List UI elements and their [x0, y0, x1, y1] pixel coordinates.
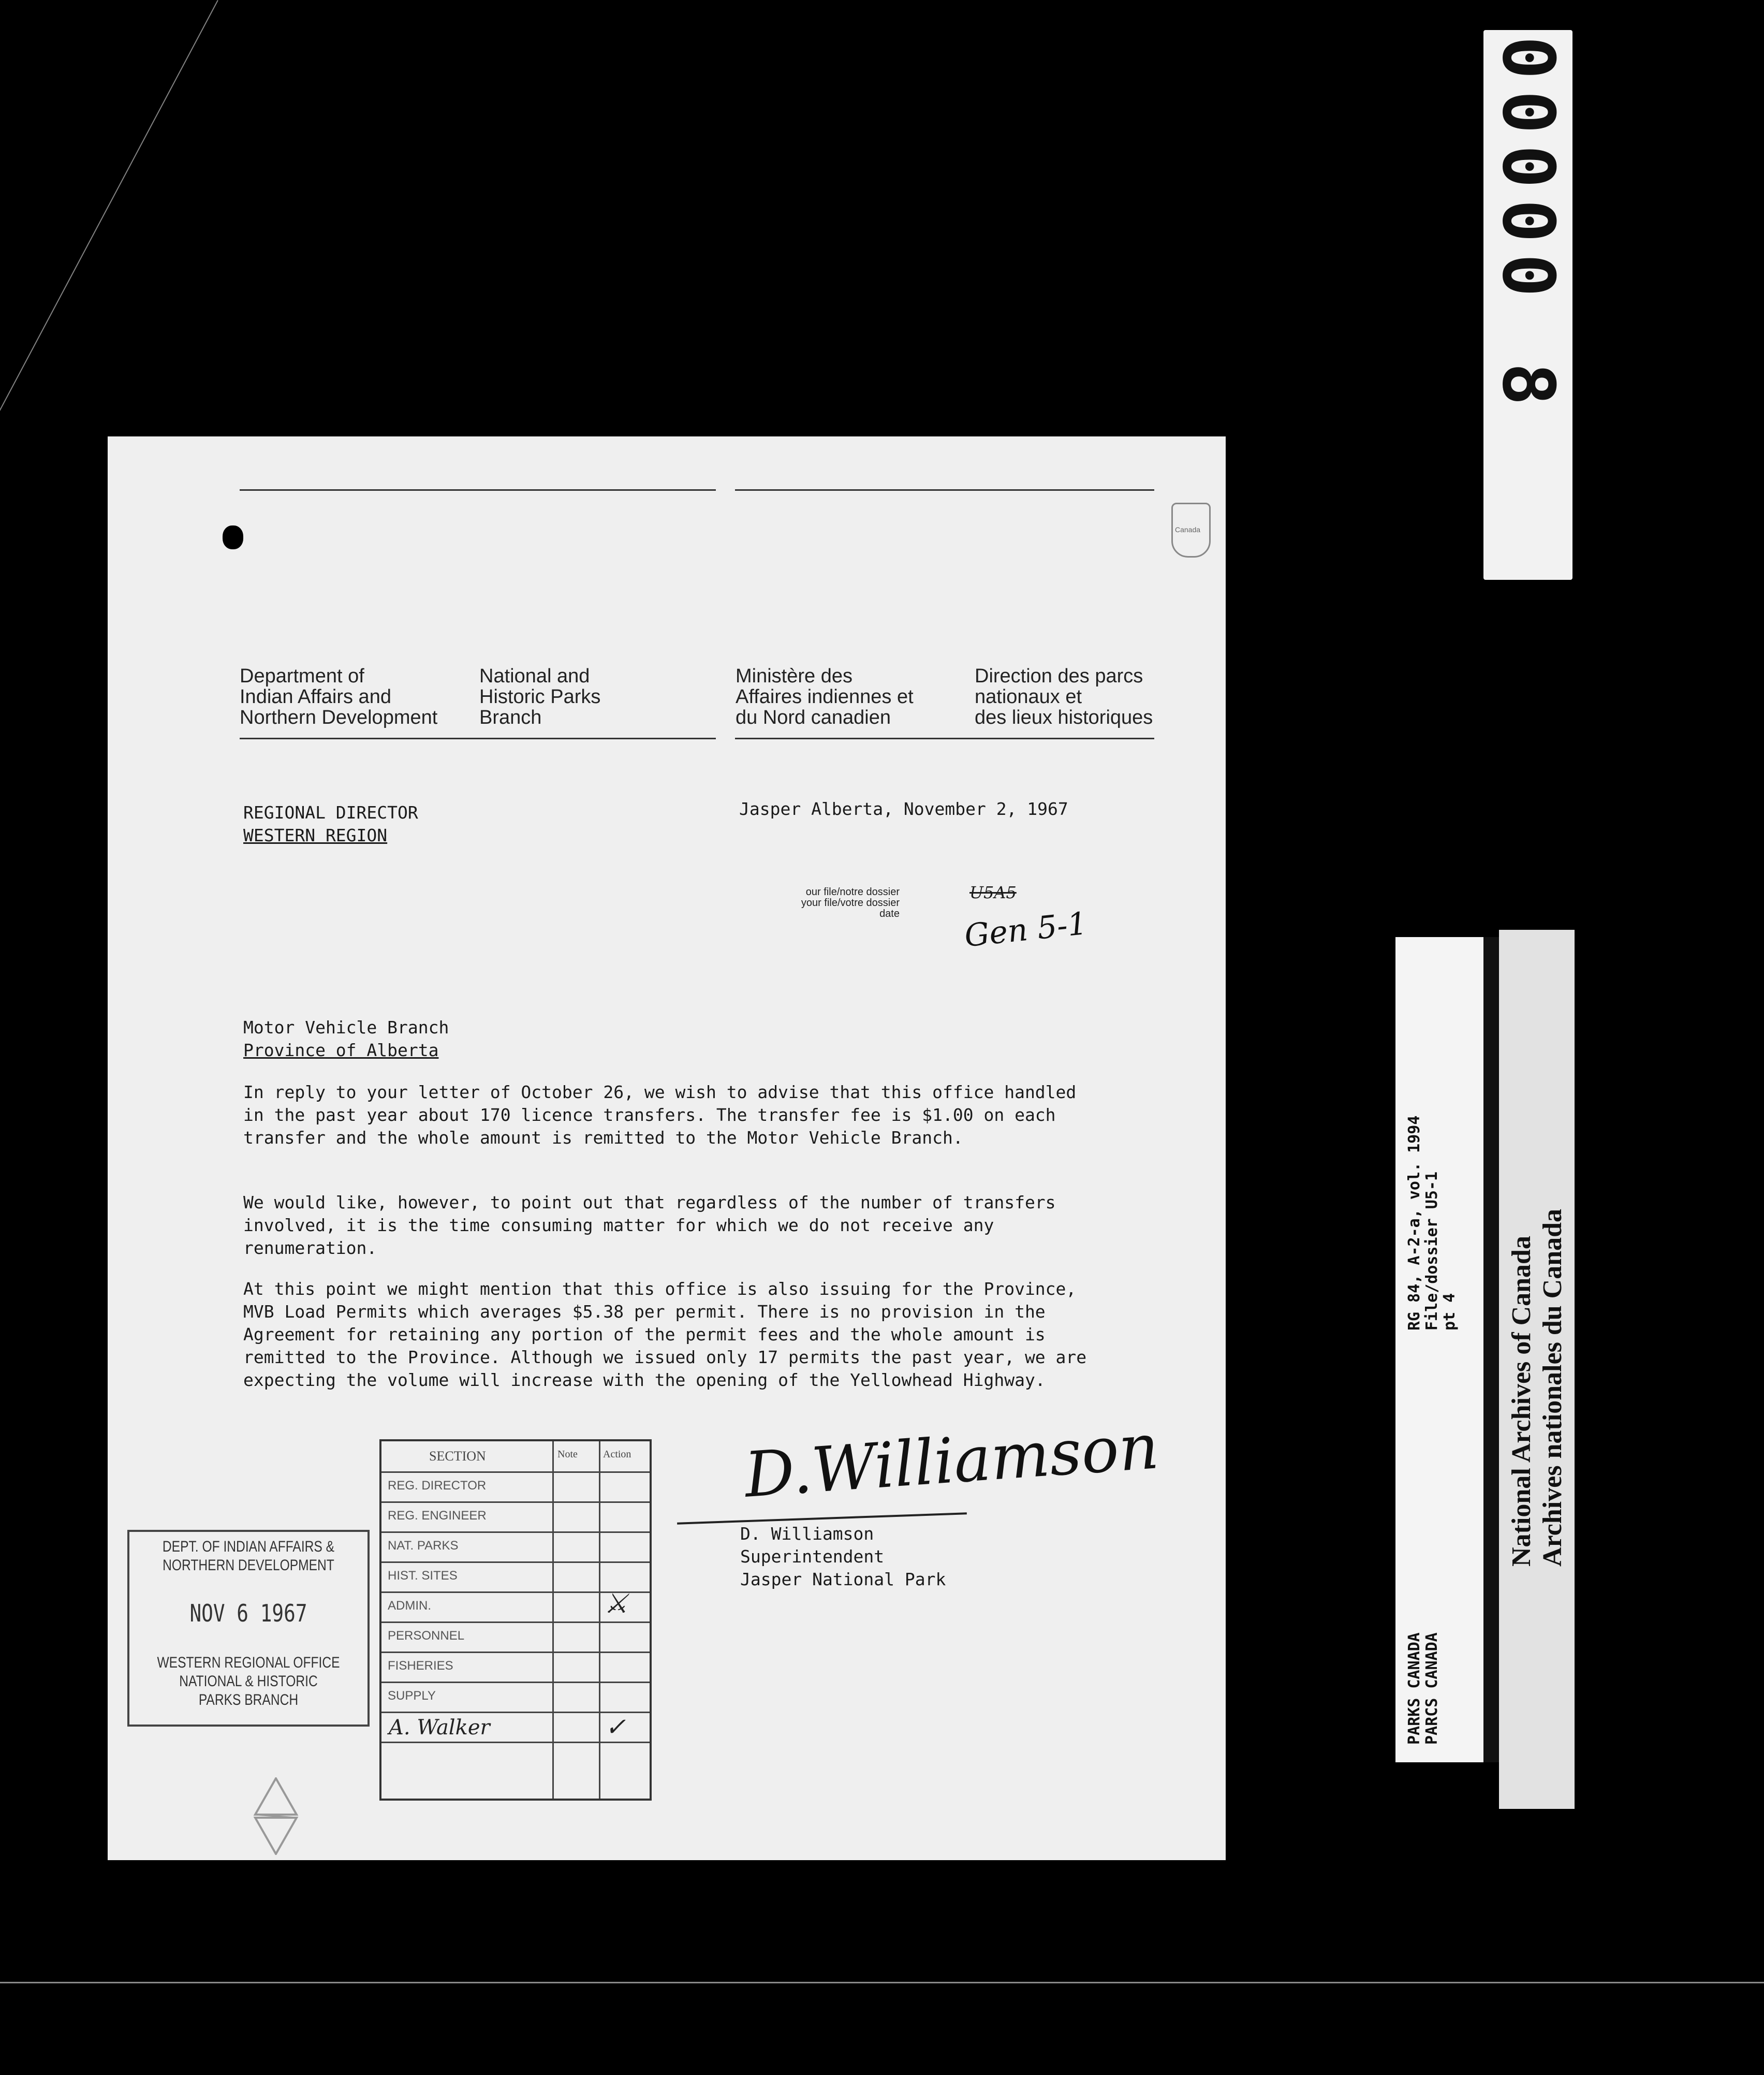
routing-row-label: REG. ENGINEER	[388, 1509, 487, 1523]
top-rule-left	[240, 489, 716, 491]
letterhead-rule-left	[240, 738, 716, 739]
archive-ref-line2: File/dossier U5-1	[1423, 1171, 1441, 1331]
subject-block	[243, 1016, 449, 1062]
routing-header-section: SECTION	[429, 1449, 486, 1464]
file-number-handwritten: Gen 5-1	[962, 905, 1089, 955]
place-date: Jasper Alberta, November 2, 1967	[739, 799, 1068, 819]
frame-number-strip	[1483, 30, 1572, 580]
routing-row-label: HIST. SITES	[388, 1569, 458, 1583]
crest-caption: Canada	[1175, 525, 1201, 534]
routing-row	[381, 1621, 650, 1653]
label-divider	[1483, 937, 1499, 1762]
letterhead-branch-fr: Direction des parcs nationaux et des lieux historiques	[975, 665, 1153, 728]
paragraph-3: At this point we might mention that this office is also issuing for the Province, MVB Load Permits which averages $5.38 per permit. There is no provision in the Agreement for retaining any portion of the permit fees and the whole amount is remitted to the Province. Although we issued only 17 permits the past year, we are expecting the volume will increase with the opening of the Yellowhead Highway.	[243, 1279, 1087, 1390]
letterhead-rule-right	[735, 738, 1154, 739]
punch-hole	[223, 525, 243, 549]
addressee-line2: WESTERN REGION	[243, 825, 388, 845]
routing-row	[381, 1682, 650, 1713]
letterhead-dept-fr: Ministère des Affaires indiennes et du Nord canadien	[736, 665, 914, 728]
archive-reference-label	[1395, 937, 1483, 1762]
routing-row	[381, 1501, 650, 1533]
stamp-line3: WESTERN REGIONAL OFFICE	[157, 1654, 340, 1671]
action-mark-icon: ⚔	[604, 1588, 628, 1619]
routing-row-handwritten	[381, 1712, 650, 1743]
received-stamp	[127, 1530, 370, 1727]
your-file-label: your file/votre dossier	[801, 897, 900, 909]
stamp-line1: DEPT. OF INDIAN AFFAIRS &	[162, 1538, 335, 1555]
signature-block	[740, 1523, 946, 1591]
signer-title: Superintendent	[740, 1546, 885, 1567]
routing-row-label: FISHERIES	[388, 1659, 453, 1673]
routing-row	[381, 1531, 650, 1563]
our-file-struck: U5A5	[969, 883, 1017, 902]
letterhead-dept-en: Department of Indian Affairs and Northern Development	[240, 665, 438, 728]
government-star-emblem-icon	[232, 1777, 320, 1855]
routing-row	[381, 1652, 650, 1683]
addressee-line1: REGIONAL DIRECTOR	[243, 802, 418, 823]
routing-row	[381, 1471, 650, 1503]
file-reference-labels	[801, 887, 900, 919]
stamp-date: NOV 6 1967	[189, 1599, 307, 1627]
routing-handwritten-name: A. Walker	[389, 1716, 490, 1740]
letter-document	[108, 436, 1226, 1860]
routing-row-label: ADMIN.	[388, 1599, 431, 1613]
routing-slip	[379, 1439, 652, 1801]
paragraph-1: In reply to your letter of October 26, we wish to advise that this office handled in the past year about 170 licence transfers. The transfer fee is $1.00 on each transfer and the whole amount is remitted to the Motor Vehicle Branch.	[243, 1082, 1077, 1148]
routing-row-label: REG. DIRECTOR	[388, 1479, 487, 1493]
signer-name: D. Williamson	[740, 1524, 874, 1544]
national-archives-text	[1506, 1209, 1568, 1567]
date-label: date	[879, 908, 900, 919]
subject-line2: Province of Alberta	[243, 1040, 439, 1060]
routing-row-label: PERSONNEL	[388, 1629, 465, 1643]
archive-ref-line1: RG 84, A-2-a, vol. 1994	[1405, 1115, 1423, 1331]
archive-reference	[1406, 1116, 1459, 1331]
national-archives-en: National Archives of Canada	[1507, 1236, 1536, 1567]
letterhead-branch-en: National and Historic Parks Branch	[479, 665, 601, 728]
stamp-line2: NORTHERN DEVELOPMENT	[163, 1557, 334, 1574]
stamp-line5: PARKS BRANCH	[198, 1691, 299, 1708]
national-archives-fr: Archives nationales du Canada	[1538, 1208, 1567, 1567]
signature: D.Williamson	[742, 1411, 1162, 1512]
archive-ref-line3: pt 4	[1440, 1293, 1459, 1331]
addressee-block	[243, 801, 418, 847]
routing-row-label: SUPPLY	[388, 1689, 436, 1703]
routing-header-row	[381, 1441, 650, 1473]
paragraph-2: We would like, however, to point out that regardless of the number of transfers involved, it is the time consuming matter for which we do not receive any renumeration.	[243, 1192, 1056, 1258]
routing-header-action: Action	[603, 1449, 631, 1460]
film-edge-line	[0, 1982, 1764, 1983]
subject-line1: Motor Vehicle Branch	[243, 1017, 449, 1038]
routing-row	[381, 1588, 650, 1623]
agency-name-fr: PARCS CANADA	[1423, 1632, 1441, 1745]
initials-mark-icon: ✓	[605, 1713, 626, 1742]
frame-number: 00000 8	[1487, 36, 1570, 417]
routing-row-label: NAT. PARKS	[388, 1539, 459, 1553]
agency-name-en: PARKS CANADA	[1405, 1632, 1423, 1745]
our-file-label: our file/notre dossier	[805, 886, 900, 898]
agency-name	[1406, 1632, 1441, 1745]
top-rule-right	[735, 489, 1154, 491]
stamp-line4: NATIONAL & HISTORIC	[179, 1673, 318, 1690]
national-archives-label	[1499, 930, 1575, 1809]
signer-org: Jasper National Park	[740, 1569, 946, 1589]
routing-header-note: Note	[557, 1449, 578, 1460]
